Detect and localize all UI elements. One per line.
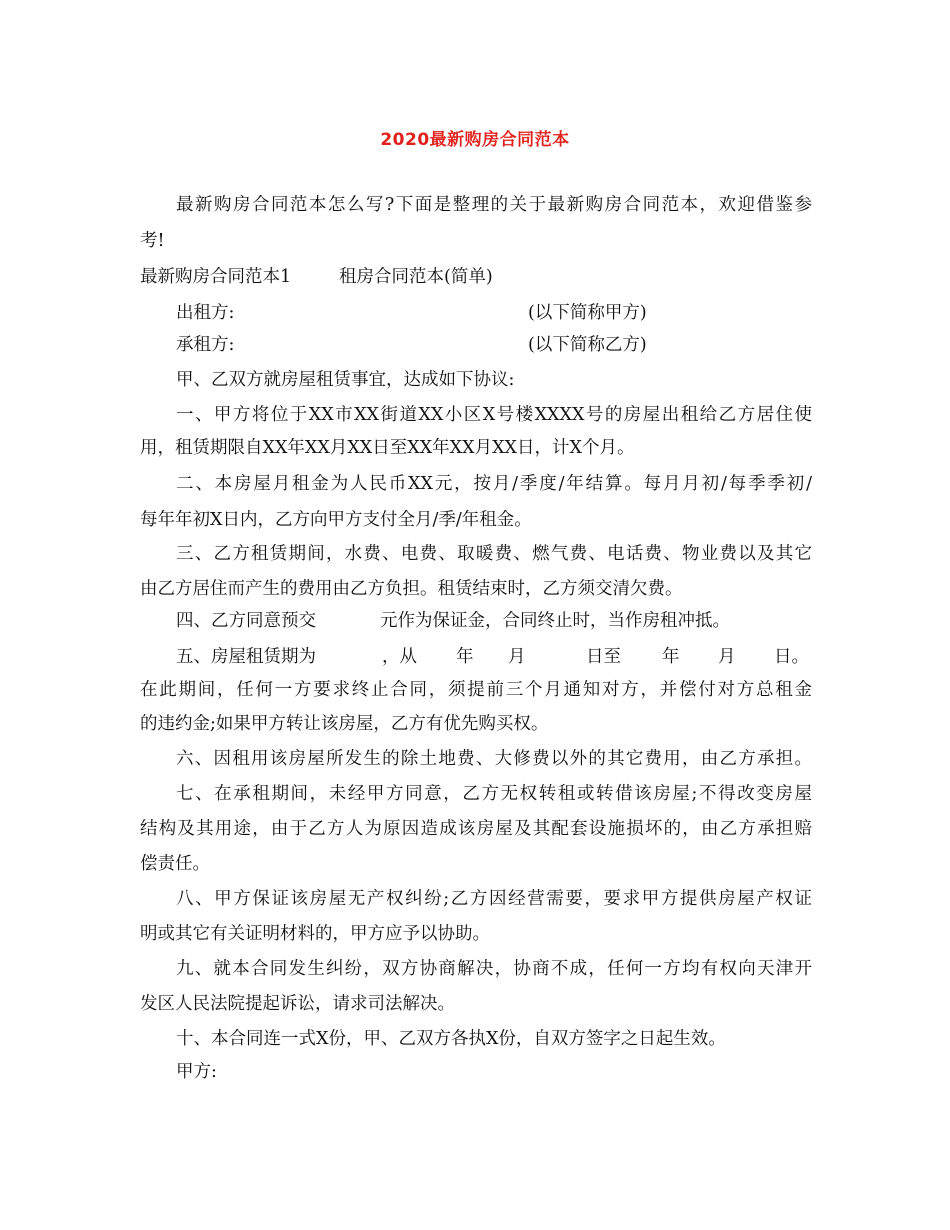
clause-7-line-2: 结构及其用途，由于乙方人为原因造成该房屋及其配套设施损坏的，由乙方承担赔 [140, 819, 812, 839]
intro-line-2: 考! [140, 231, 165, 251]
clause-5-part-d: 月 [508, 647, 526, 667]
intro-line-1: 最新购房合同范本怎么写?下面是整理的关于最新购房合同范本，欢迎借鉴参 [176, 195, 812, 215]
clause-5-part-h: 日。 [774, 647, 809, 667]
lessee-note: (以下简称乙方) [528, 335, 647, 355]
clause-1-line-1: 一、甲方将位于XX市XX街道XX小区X号楼XXXX号的房屋出租给乙方居住使 [176, 405, 812, 425]
party-a-signature: 甲方: [176, 1062, 217, 1082]
clause-9-line-2: 发区人民法院提起诉讼，请求司法解决。 [140, 994, 455, 1014]
clause-8-line-1: 八、甲方保证该房屋无产权纠纷;乙方因经营需要，要求甲方提供房屋产权证 [176, 889, 812, 909]
clause-3-line-2: 由乙方居住而产生的费用由乙方负担。租赁结束时，乙方须交清欠费。 [140, 579, 683, 599]
clause-1-line-2: 用，租赁期限自XX年XX月XX日至XX年XX月XX日，计X个月。 [140, 438, 635, 458]
section-heading-left: 最新购房合同范本1 [140, 267, 292, 287]
clause-5-part-b: ，从 [382, 647, 417, 667]
clause-7-line-1: 七、在承租期间，未经甲方同意，乙方无权转租或转借该房屋;不得改变房屋 [176, 784, 812, 804]
clause-2-line-2: 每年年初X日内，乙方向甲方支付全月/季/年租金。 [140, 510, 532, 530]
clause-7-line-3: 偿责任。 [140, 854, 210, 874]
clause-10-line: 十、本合同连一式X份，甲、乙双方各执X份，自双方签字之日起生效。 [176, 1029, 726, 1049]
lessor-note: (以下简称甲方) [528, 303, 647, 323]
agreement-line: 甲、乙双方就房屋租赁事宜，达成如下协议: [176, 370, 515, 390]
clause-4-part-b: 元作为保证金，合同终止时，当作房租冲抵。 [380, 611, 730, 631]
clause-4-part-a: 四、乙方同意预交 [176, 611, 316, 631]
clause-9-line-1: 九、就本合同发生纠纷，双方协商解决，协商不成，任何一方均有权向天津开 [176, 959, 812, 979]
clause-2-line-1: 二、本房屋月租金为人民币XX元，按月/季度/年结算。每月月初/每季季初/ [176, 474, 812, 494]
section-heading-right: 租房合同范本(简单) [339, 267, 493, 287]
clause-8-line-2: 明或其它有关证明材料的，甲方应予以协助。 [140, 924, 490, 944]
clause-5-part-f: 年 [662, 647, 680, 667]
lessee-label: 承租方: [176, 335, 235, 355]
clause-5-part-e: 日至 [586, 647, 621, 667]
clause-6-line: 六、因租用该房屋所发生的除土地费、大修费以外的其它费用，由乙方承担。 [176, 749, 812, 769]
lessor-label: 出租方: [176, 303, 235, 323]
clause-5-part-c: 年 [456, 647, 474, 667]
clause-3-line-1: 三、乙方租赁期间，水费、电费、取暖费、燃气费、电话费、物业费以及其它 [176, 544, 812, 564]
clause-5-part-g: 月 [718, 647, 736, 667]
clause-5-line-3: 的违约金;如果甲方转让该房屋，乙方有优先购买权。 [140, 714, 549, 734]
clause-5-part-a: 五、房屋租赁期为 [176, 647, 316, 667]
clause-5-line-2: 在此期间，任何一方要求终止合同，须提前三个月通知对方，并偿付对方总租金 [140, 680, 812, 700]
document-title: 2020最新购房合同范本 [380, 130, 570, 150]
